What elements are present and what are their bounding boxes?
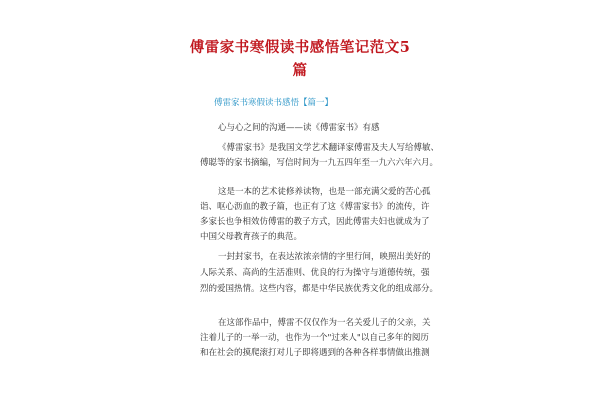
paragraph-line: 一封封家书，在表达浓浓亲情的字里行间，映照出美好的 <box>218 252 431 262</box>
paragraph-line: 中国父母教育孩子的典范。 <box>200 232 303 242</box>
paragraph-line: 心与心之间的沟通——读《傅雷家书》有感 <box>218 123 380 133</box>
paragraph-line: 多家长也争相效仿傅雷的教子方式，因此傅雷夫妇也就成为了 <box>200 217 430 227</box>
paragraph-line: 傅聪等的家书摘编，写信时间为一九五四年至一九六六年六月。 <box>200 158 439 168</box>
paragraph-line: 注着儿子的一举一动，也作为一个"过来人"以自己多年的阅历 <box>200 333 429 343</box>
paragraph-line: 《傅雷家书》是我国文学艺术翻译家傅雷及夫人写给傅敏、 <box>218 143 440 153</box>
paragraph-line: 在这部作品中，傅雷不仅仅作为一名关爱儿子的父亲，关 <box>218 318 431 328</box>
document-title-line-1: 傅雷家书寒假读书感悟笔记范文5 <box>189 39 411 56</box>
section-subtitle: 傅雷家书寒假读书感悟【篇一】 <box>214 98 334 108</box>
paragraph-line: 诣、呕心沥血的教子篇，也正有了这《傅雷家书》的流传，许 <box>200 202 430 212</box>
paragraph-line: 这是一本的艺术徒修养读物，也是一部充满父爱的苦心孤 <box>218 187 431 197</box>
paragraph-line: 和在社会的摸爬滚打对儿子即将遇到的各种各样事情做出推测 <box>200 348 430 358</box>
paragraph-line: 烈的爱国热情。这些内容，都是中华民族优秀文化的组成部分。 <box>200 284 439 294</box>
paragraph-line: 人际关系、高尚的生活准则、优良的行为操守与道德传统，强 <box>200 268 430 278</box>
document-title-line-2: 篇 <box>292 62 308 79</box>
